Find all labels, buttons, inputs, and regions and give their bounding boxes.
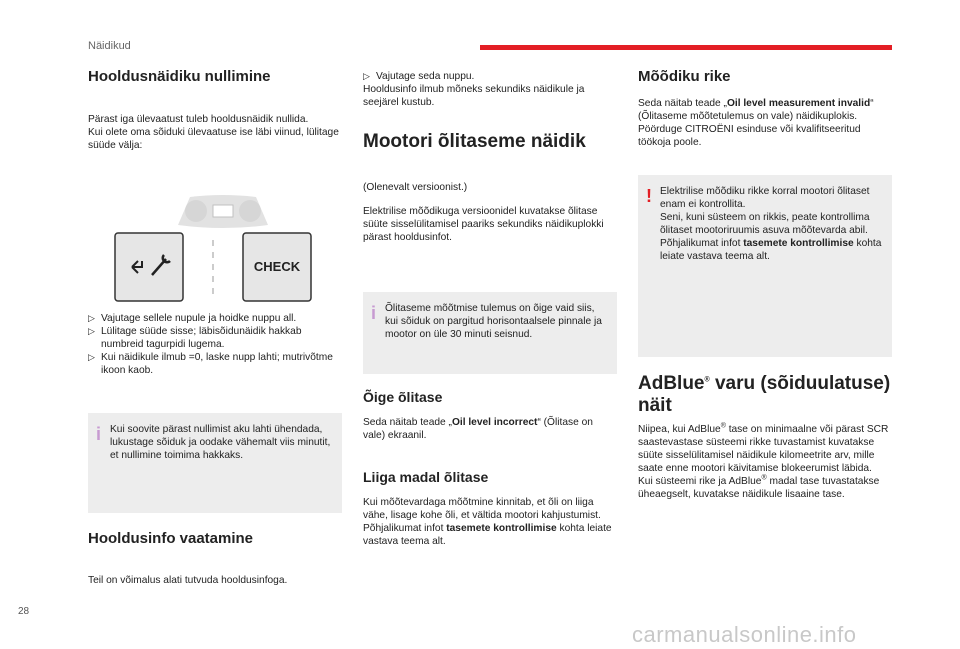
heading-service-info: Hooldusinfo vaatamine	[88, 530, 254, 547]
page-number: 28	[18, 606, 30, 617]
info-icon: i	[96, 424, 102, 444]
oil-level-description: Elektrilise mõõdikuga versioonidel kuvatakse õlitase süüte sisselülitamisel paariks sekundiks näidikuplokki pärast hooldusinfot.	[363, 206, 604, 243]
section-label: Näidikud	[88, 40, 131, 52]
info-icon: i	[371, 303, 377, 323]
check-button-label: CHECK	[253, 259, 301, 274]
list-item: ▷ Kui näidikule ilmub =0, laske nupp lahti; mutrivõtme ikoon kaob.	[88, 352, 333, 376]
adblue-text: Niipea, kui AdBlue® tase on minimaalne või pärast SCR saastevastase süsteemi rikke tuvastamist kuvatakse süüte sisselülitamisel näidikule kilomeetrite arv, mille saate enne mootori käivitamise blokeerumist läbida. Kui süsteemi rike ja AdBlue® madal tase tuvastatakse üheaegselt, kuvatakse näidikule lisaaine tase.	[638, 422, 889, 500]
info-note-oil-measure: i Õlitaseme mõõtmise tulemus on õige vaid siis, kui sõiduk on pargitud horisontaalsele pinnale ja mootor on üle 30 minuti seisnud.	[363, 292, 617, 374]
heading-correct-oil-level: Õige õlitase	[363, 389, 443, 405]
reset-button-graphic	[115, 233, 183, 301]
service-info-text: Teil on võimalus alati tutvuda hooldusinfoga.	[88, 575, 288, 586]
intro-line-2: Kui olete oma sõiduki ülevaatuse ise läbi viinud, lülitage süüde välja:	[88, 127, 339, 151]
heading-gauge-fault: Mõõdiku rike	[638, 68, 731, 85]
list-item: ▷ Vajutage sellele nupule ja hoidke nuppu all.	[88, 313, 297, 324]
heading-oil-level-indicator: Mootori õlitaseme näidik	[363, 131, 586, 152]
cluster-outline	[178, 195, 268, 228]
service-info-result: Hooldusinfo ilmub mõneks sekundiks näidikule ja seejärel kustub.	[363, 84, 585, 108]
warning-icon: !	[646, 186, 652, 206]
heading-adblue-range: AdBlue® varu (sõiduulatuse) näit	[638, 373, 891, 416]
service-info-steps	[363, 70, 617, 83]
heading-low-oil-level: Liiga madal õlitase	[363, 469, 489, 485]
intro-text	[88, 113, 342, 152]
heading-service-reset: Hooldusnäidiku nullimine	[88, 68, 271, 85]
instrument-panel-illustration	[108, 195, 338, 305]
reset-steps-list	[88, 312, 342, 377]
low-oil-level-text: Kui mõõtevardaga mõõtmine kinnitab, et õli on liiga vähe, lisage kohe õli, et vältida mootori kahjustumist. Põhjalikumat infot tasemete kontrollimise kohta leiate vastava teema alt.	[363, 497, 612, 547]
intro-line-1: Pärast iga ülevaatust tuleb hooldusnäidik nullida.	[88, 114, 309, 125]
list-item: ▷ Vajutage seda nuppu.	[363, 71, 475, 82]
list-item: ▷ Lülitage süüde sisse; läbisõidunäidik hakkab numbreid tagurpidi lugema.	[88, 326, 302, 350]
warning-note-gauge: ! Elektrilise mõõdiku rikke korral mootori õlitaset enam ei kontrollita. Seni, kuni süsteem on rikkis, peate kontrollima õlitaset mootoriruumis asuva mõõtevarda abil. Põhjalikumat infot tasemete kontrollimise kohta leiate vastava teema alt.	[638, 175, 892, 357]
header-accent-bar	[480, 45, 892, 50]
info-note-battery: i Kui soovite pärast nullimist aku lahti ühendada, lukustage sõiduk ja oodake vähemalt viis minutit, et nullimine toimima hakkaks.	[88, 413, 342, 513]
version-note: (Olenevalt versioonist.)	[363, 182, 468, 193]
gauge-fault-text: Seda näitab teade „Oil level measurement invalid“ (Õlitaseme mõõtetulemus on vale) näidikuplokis. Pöörduge CITROËNI esinduse või kvalifitseeritud töökoja poole.	[638, 98, 874, 148]
correct-oil-level-text: Seda näitab teade „Oil level incorrect“ (Õlitase on vale) ekraanil.	[363, 417, 593, 441]
check-button-graphic	[243, 233, 311, 301]
watermark: carmanualsonline.info	[632, 622, 857, 647]
